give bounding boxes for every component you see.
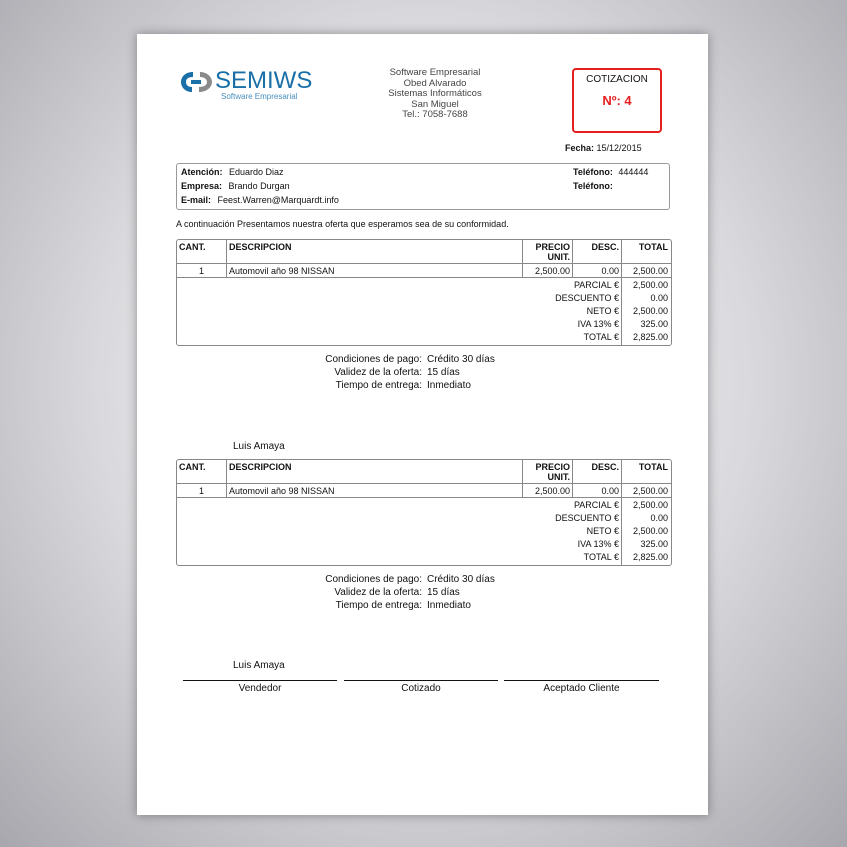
company-line: San Miguel: [411, 98, 459, 110]
col-divider: [226, 460, 227, 498]
intro-text: A continuación Presentamos nuestra oferta que esperamos sea de su conformidad.: [176, 219, 509, 229]
quote-number: Nº: 4: [602, 93, 632, 108]
phone-row: [573, 167, 648, 177]
row-divider: [177, 277, 671, 278]
quote-title: COTIZACION: [586, 74, 648, 85]
signature-line-quoted: [344, 680, 498, 681]
summary-label: PARCIAL €: [573, 500, 619, 510]
row-description: Automovil año 98 NISSAN: [229, 266, 335, 276]
row-unit-price: 2,500.00: [534, 486, 570, 496]
phone2-label: Teléfono:: [573, 181, 613, 191]
validity-value: 15 días: [427, 587, 460, 598]
row-discount: 0.00: [601, 486, 619, 496]
header-unit-price-2: UNIT.: [547, 252, 570, 262]
logo-tagline: Software Empresarial: [221, 92, 298, 101]
payment-label: Condiciones de pago:: [325, 574, 422, 585]
summary-label: IVA 13% €: [577, 319, 619, 329]
phone2-row: [573, 181, 616, 191]
client-company-label: Empresa:: [181, 181, 223, 191]
summary-value: 0.00: [650, 293, 668, 303]
email-row: [181, 195, 339, 205]
row-divider: [177, 263, 671, 264]
summary-label: NETO €: [586, 306, 619, 316]
company-info: [365, 68, 505, 121]
row-divider: [177, 497, 671, 498]
date-value: 15/12/2015: [596, 143, 642, 153]
summary-value: 2,500.00: [632, 500, 668, 510]
signature-line-client: [504, 680, 659, 681]
header-description: DESCRIPCION: [229, 242, 292, 252]
signature-label-quoted: Cotizado: [401, 683, 441, 694]
semiws-logo-icon: [179, 66, 215, 98]
phone-label: Teléfono:: [573, 167, 613, 177]
row-total: 2,500.00: [632, 486, 668, 496]
summary-label: DESCUENTO €: [555, 513, 619, 523]
signature-label-client: Aceptado Cliente: [543, 683, 620, 694]
client-company-value: Brando Durgan: [228, 181, 290, 191]
summary-value: 325.00: [640, 539, 668, 549]
items-table: [176, 459, 672, 566]
attention-label: Atención:: [181, 167, 223, 177]
company-row: [181, 181, 290, 191]
header-unit-price: PRECIO: [535, 462, 570, 472]
summary-label: IVA 13% €: [577, 539, 619, 549]
items-table: [176, 239, 672, 346]
attention-row: [181, 167, 284, 177]
client-info-box: [176, 163, 670, 210]
company-line: Software Empresarial: [389, 67, 481, 78]
signature-label-seller: Vendedor: [238, 683, 282, 694]
validity-value: 15 días: [427, 367, 460, 378]
row-total: 2,500.00: [632, 266, 668, 276]
row-qty: 1: [198, 266, 204, 276]
row-unit-price: 2,500.00: [534, 266, 570, 276]
company-line: Sistemas Informáticos: [388, 88, 482, 99]
company-line: Obed Alvarado: [403, 77, 467, 89]
seller-name: Luis Amaya: [233, 441, 285, 452]
summary-value: 2,825.00: [632, 552, 668, 562]
summary-value: 2,500.00: [632, 526, 668, 536]
quote-number-box: [572, 68, 662, 133]
validity-label: Validez de la oferta:: [334, 367, 422, 378]
header-qty: CANT.: [179, 242, 206, 252]
header-unit-price-2: UNIT.: [547, 472, 570, 482]
payment-label: Condiciones de pago:: [325, 354, 422, 365]
attention-value: Eduardo Diaz: [229, 167, 284, 177]
summary-label: PARCIAL €: [573, 280, 619, 290]
delivery-label: Tiempo de entrega:: [335, 600, 422, 611]
header-total: TOTAL: [638, 462, 668, 472]
row-divider: [177, 483, 671, 484]
summary-value: 2,500.00: [632, 280, 668, 290]
email-value: Feest.Warren@Marquardt.info: [217, 195, 339, 205]
quotation-page: [137, 34, 708, 815]
seller-name: Luis Amaya: [233, 660, 285, 671]
summary-label: TOTAL €: [583, 552, 619, 562]
date-label: Fecha:: [565, 143, 595, 153]
summary-value: 325.00: [640, 319, 668, 329]
phone-value: 444444: [618, 167, 649, 177]
company-logo: [179, 64, 313, 104]
company-line: Tel.: 7058-7688: [402, 109, 468, 120]
row-qty: 1: [198, 486, 204, 496]
header-discount: DESC.: [591, 242, 619, 252]
quote-date: [565, 143, 642, 153]
summary-label: TOTAL €: [583, 332, 619, 342]
delivery-value: Inmediato: [427, 380, 471, 391]
col-divider: [226, 240, 227, 278]
summary-value: 2,500.00: [632, 306, 668, 316]
header-total: TOTAL: [638, 242, 668, 252]
email-label: E-mail:: [181, 195, 212, 205]
summary-value: 0.00: [650, 513, 668, 523]
row-discount: 0.00: [601, 266, 619, 276]
summary-label: DESCUENTO €: [555, 293, 619, 303]
validity-label: Validez de la oferta:: [334, 587, 422, 598]
header-description: DESCRIPCION: [229, 462, 292, 472]
row-description: Automovil año 98 NISSAN: [229, 486, 335, 496]
signature-line-seller: [183, 680, 337, 681]
logo-wordmark: SEMIWS: [215, 67, 313, 94]
summary-label: NETO €: [586, 526, 619, 536]
header-unit-price: PRECIO: [535, 242, 570, 252]
summary-value: 2,825.00: [632, 332, 668, 342]
delivery-value: Inmediato: [427, 600, 471, 611]
payment-value: Crédito 30 días: [427, 574, 495, 585]
payment-value: Crédito 30 días: [427, 354, 495, 365]
delivery-label: Tiempo de entrega:: [335, 380, 422, 391]
header-discount: DESC.: [591, 462, 619, 472]
header-qty: CANT.: [179, 462, 206, 472]
